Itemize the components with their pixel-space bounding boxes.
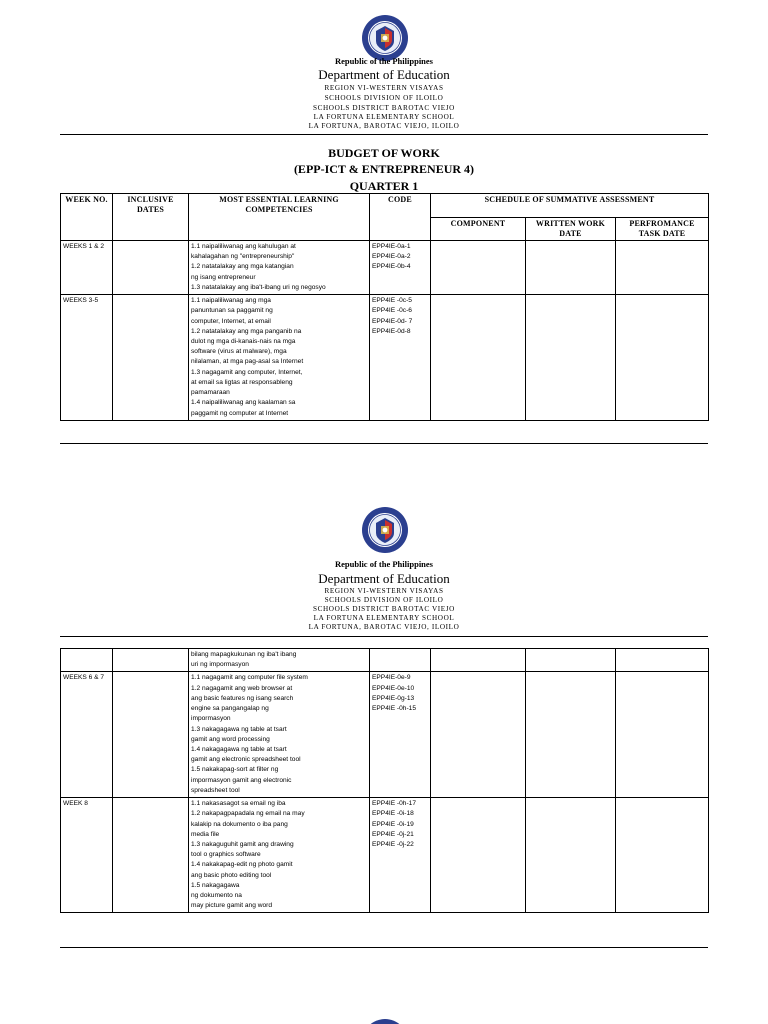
division-label: SCHOOLS DIVISION OF ILOILO [324, 94, 444, 102]
table-row [61, 798, 709, 913]
week-cell [61, 649, 113, 672]
week-cell: WEEKS 6 & 7 [61, 672, 113, 798]
competency-line: 1.2 nagagamit ang web browser at [191, 684, 293, 692]
written-work-cell [526, 295, 616, 421]
school-label: LA FORTUNA ELEMENTARY SCHOOL [313, 113, 455, 121]
competency-line: 1.5 nakakapag-sort at filter ng [191, 766, 279, 774]
deped-seal-icon [361, 506, 409, 554]
district-label: SCHOOLS DISTRICT BAROTAC VIEJO [313, 104, 455, 112]
dates-cell [113, 241, 189, 295]
dates-cell [113, 798, 189, 913]
deped-seal-icon [361, 14, 409, 62]
code-cell [370, 295, 431, 421]
code-line: EPP4IE -0h-17 [372, 800, 416, 808]
competency-line: spreadsheet tool [191, 786, 240, 794]
dates-cell [113, 295, 189, 421]
written-work-cell [526, 649, 616, 672]
competency-line: may picture gamit ang word [191, 902, 272, 910]
code-cell [370, 798, 431, 913]
written-work-cell [526, 798, 616, 913]
republic-label: Republic of the Philippines [334, 56, 433, 66]
budget-of-work-table [60, 193, 709, 421]
week-cell: WEEK 8 [61, 798, 113, 913]
competency-line: dulot ng mga di-kanais-nais na mga [191, 337, 296, 345]
performance-task-cell [616, 798, 709, 913]
competency-line: bilang mapagkukunan ng iba't ibang [191, 651, 297, 658]
address-label: LA FORTUNA, BAROTAC VIEJO, ILOILO [308, 122, 460, 130]
competency-line: 1.4 nakakapag-edit ng photo gamit [191, 861, 293, 869]
department-label: Department of Education [318, 571, 450, 586]
competency-line: kalakip na dokumento o iba pang [191, 820, 288, 828]
code-line: EPP4IE -0j-22 [372, 840, 414, 848]
performance-task-cell [616, 672, 709, 798]
component-cell [431, 295, 526, 421]
code-line: EPP4IE-0d-8 [372, 327, 411, 335]
competency-line: 1.3 nakaguguhit gamit ang drawing [191, 840, 294, 848]
competencies-cell [189, 672, 370, 798]
code-cell [370, 241, 431, 295]
header-divider [60, 636, 708, 637]
code-line: EPP4IE-0e-9 [372, 674, 411, 682]
page-bottom-rule [60, 947, 708, 948]
competency-line: gamit ang word processing [191, 735, 270, 743]
competency-line: 1.2 natatalakay ang mga katangian [191, 263, 294, 271]
header-divider [60, 134, 708, 135]
header-performance: PERFROMANCE TASK DATE [616, 218, 709, 241]
code-line: EPP4IE -0h-15 [372, 705, 416, 713]
competency-line: 1.3 natatalakay ang iba't-ibang uri ng negosyo [191, 283, 326, 291]
dates-cell [113, 649, 189, 672]
code-line: EPP4IE -0i-18 [372, 810, 414, 818]
competency-line: ang basic photo editing tool [191, 871, 272, 879]
competencies-cell [189, 649, 370, 672]
header-written: WRITTEN WORK DATE [526, 218, 616, 241]
competency-line: 1.1 nakasasagot sa email ng iba [191, 800, 286, 808]
competency-line: uri ng impormasyon [191, 661, 249, 669]
performance-task-cell [616, 295, 709, 421]
competency-line: ng dokumento na [191, 892, 242, 900]
document-page-1 [0, 0, 768, 478]
written-work-cell [526, 241, 616, 295]
code-line: EPP4IE-0d- 7 [372, 317, 413, 325]
competencies-cell [189, 241, 370, 295]
division-label: SCHOOLS DIVISION OF ILOILO [324, 596, 444, 604]
code-line: EPP4IE-0b-4 [372, 263, 411, 271]
competency-line: 1.1 nagagamit ang computer file system [191, 674, 308, 682]
header-competencies: MOST ESSENTIAL LEARNING COMPETENCIES [189, 194, 370, 241]
code-cell [370, 649, 431, 672]
code-line: EPP4IE-0a-1 [372, 243, 411, 250]
competency-line: engine sa pangangalap ng [191, 705, 269, 713]
competency-line: software (virus at malware), mga [191, 348, 287, 356]
quarter-label: QUARTER 1 [349, 179, 419, 193]
competencies-cell [189, 295, 370, 421]
department-label: Department of Education [318, 67, 450, 82]
competency-line: 1.1 naipaliliwanag ang mga [191, 297, 271, 305]
header-dates: INCLUSIVE DATES [113, 194, 189, 241]
header-component: COMPONENT [431, 218, 526, 241]
code-line: EPP4IE -0c-6 [372, 307, 412, 315]
competency-line: media file [191, 830, 220, 838]
table-row [61, 241, 709, 295]
table-row [61, 672, 709, 798]
competency-line: 1.5 nakagagawa [191, 881, 240, 889]
component-cell [431, 649, 526, 672]
school-label: LA FORTUNA ELEMENTARY SCHOOL [313, 614, 455, 622]
competency-line: 1.3 nakagagawa ng table at tsart [191, 725, 287, 733]
component-cell [431, 798, 526, 913]
code-line: EPP4IE-0g-13 [372, 694, 415, 702]
document-title: BUDGET OF WORK [328, 146, 440, 160]
document-page-3 [0, 1000, 768, 1024]
region-label: REGION VI-WESTERN VISAYAS [324, 84, 444, 92]
header-week: WEEK NO. [61, 194, 113, 241]
code-cell [370, 672, 431, 798]
district-label: SCHOOLS DISTRICT BAROTAC VIEJO [313, 605, 455, 613]
address-label: LA FORTUNA, BAROTAC VIEJO, ILOILO [308, 623, 460, 631]
header-schedule: SCHEDULE OF SUMMATIVE ASSESSMENT [431, 194, 709, 218]
competency-line: tool o graphics software [191, 851, 261, 859]
header-code: CODE [370, 194, 431, 241]
code-line: EPP4IE -0i-19 [372, 820, 414, 828]
competency-line: ng isang entrepreneur [191, 273, 256, 281]
code-line: EPP4IE -0c-5 [372, 297, 412, 305]
page-bottom-rule [60, 443, 708, 444]
budget-of-work-table-continued [60, 648, 709, 913]
competency-line: nilalaman, at mga pag-asal sa Internet [191, 358, 304, 366]
written-work-cell [526, 672, 616, 798]
table-row [61, 295, 709, 421]
competency-line: computer, Internet, at email [191, 317, 271, 325]
region-label: REGION VI-WESTERN VISAYAS [324, 587, 444, 595]
performance-task-cell [616, 649, 709, 672]
dates-cell [113, 672, 189, 798]
competency-line: pamamaraan [191, 389, 230, 397]
component-cell [431, 672, 526, 798]
competency-line: 1.1 naipaliliwanag ang kahulugan at [191, 243, 296, 250]
republic-label: Republic of the Philippines [334, 559, 433, 569]
competency-line: impormasyon gamit ang electronic [191, 776, 292, 784]
performance-task-cell [616, 241, 709, 295]
competency-line: 1.2 natatalakay ang mga panganib na [191, 327, 302, 335]
competency-line: panuntunan sa paggamit ng [191, 307, 273, 315]
document-page-2 [0, 492, 768, 970]
competency-line: kahalagahan ng "entrepreneurship" [191, 253, 295, 261]
competency-line: at email sa ligtas at responsableng [191, 378, 293, 386]
competency-line: 1.4 nakagagawa ng table at tsart [191, 745, 287, 753]
code-line: EPP4IE-0e-10 [372, 684, 415, 692]
document-subtitle: (EPP-ICT & ENTREPRENEUR 4) [293, 162, 475, 176]
code-line: EPP4IE-0a-2 [372, 253, 411, 261]
competency-line: ang basic features ng isang search [191, 694, 294, 702]
competency-line: gamit ang electronic spreadsheet tool [191, 756, 301, 764]
table-row [61, 649, 709, 672]
component-cell [431, 241, 526, 295]
competency-line: paggamit ng computer at Internet [191, 409, 289, 417]
week-cell: WEEKS 1 & 2 [61, 241, 113, 295]
deped-seal-icon [361, 1018, 409, 1024]
competency-line: 1.4 naipaliliwanag ang kaalaman sa [191, 399, 296, 407]
competency-line: 1.3 nagagamit ang computer, Internet, [191, 368, 303, 376]
code-line: EPP4IE -0j-21 [372, 830, 414, 838]
competencies-cell [189, 798, 370, 913]
competency-line: impormasyon [191, 715, 231, 723]
competency-line: 1.2 nakapagpapadala ng email na may [191, 810, 305, 818]
week-cell: WEEKS 3-5 [61, 295, 113, 421]
